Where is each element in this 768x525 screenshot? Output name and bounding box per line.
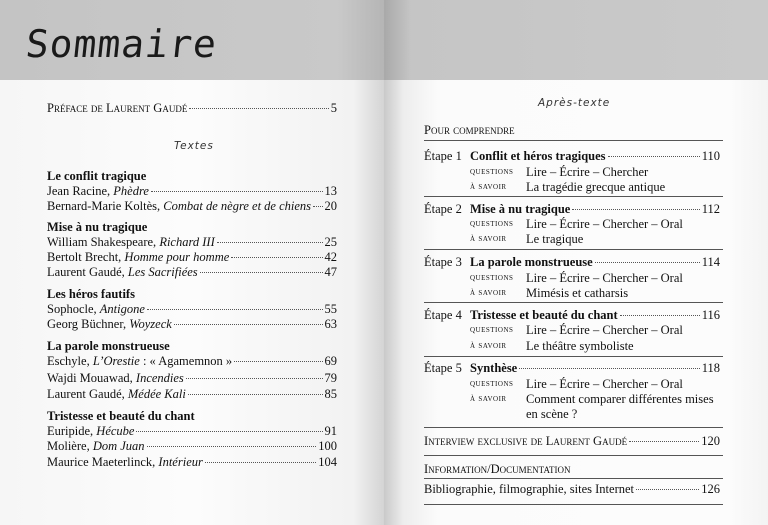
textes-heading: Textes (174, 140, 214, 152)
savoir-value: La tragédie grecque antique (526, 180, 666, 194)
etape-label: Étape 4 (424, 308, 462, 322)
questions-label: questions (470, 219, 514, 229)
etape-title-row: La parole monstrueuse 114 (470, 255, 720, 269)
divider (424, 249, 723, 250)
questions-value: Lire – Écrire – Chercher – Oral (526, 217, 683, 231)
section-heading: La parole monstrueuse (47, 339, 170, 353)
savoir-label: à savoir (470, 182, 507, 192)
questions-value: Lire – Écrire – Chercher – Oral (526, 377, 683, 391)
toc-entry: Molière, Dom Juan 100 (47, 439, 337, 453)
toc-entry: Bertolt Brecht, Homme pour homme 42 (47, 250, 337, 264)
savoir-label: à savoir (470, 234, 507, 244)
etape-title-row: Synthèse 118 (470, 361, 720, 375)
section-heading: Les héros fautifs (47, 287, 135, 301)
section-heading: Le conflit tragique (47, 169, 147, 183)
questions-label: questions (470, 325, 514, 335)
toc-entry: Laurent Gaudé, Médée Kali 85 (47, 387, 337, 401)
savoir-value: en scène ? (526, 407, 578, 421)
toc-entry: Eschyle, L’Orestie : « Agamemnon » 69 (47, 354, 337, 368)
toc-entry: Maurice Maeterlinck, Intérieur 104 (47, 455, 337, 469)
section-heading: Mise à nu tragique (47, 220, 148, 234)
divider (424, 455, 723, 456)
questions-label: questions (470, 273, 514, 283)
toc-entry: Euripide, Hécube 91 (47, 424, 337, 438)
toc-entry-biblio: Bibliographie, filmographie, sites Internet 126 (424, 482, 720, 496)
toc-entry: Jean Racine, Phèdre 13 (47, 184, 337, 198)
etape-title-row: Conflit et héros tragiques 110 (470, 149, 720, 163)
toc-entry-preface (47, 101, 337, 116)
apres-texte-heading: Après-texte (538, 97, 611, 109)
toc-entry: Georg Büchner, Woyzeck 63 (47, 317, 337, 331)
page-title: Sommaire (23, 22, 220, 66)
questions-value: Lire – Écrire – Chercher – Oral (526, 271, 683, 285)
savoir-value: Comment comparer différentes mises (526, 392, 714, 406)
title-band (384, 0, 768, 80)
questions-label: questions (470, 167, 514, 177)
section-heading: Tristesse et beauté du chant (47, 409, 195, 423)
toc-entry: Sophocle, Antigone 55 (47, 302, 337, 316)
divider (424, 478, 723, 479)
pour-comprendre-heading: Pour comprendre (424, 123, 515, 137)
information-heading: Information/Documentation (424, 462, 571, 476)
toc-page: 5 (330, 101, 337, 115)
etape-label: Étape 5 (424, 361, 462, 375)
etape-label: Étape 3 (424, 255, 462, 269)
divider (424, 302, 723, 303)
savoir-label: à savoir (470, 394, 507, 404)
etape-label: Étape 2 (424, 202, 462, 216)
divider (424, 356, 723, 357)
toc-entry-interview: Interview exclusive de Laurent Gaudé 120 (424, 434, 720, 448)
divider (424, 196, 723, 197)
toc-entry: Wajdi Mouawad, Incendies 79 (47, 371, 337, 385)
savoir-value: Mimésis et catharsis (526, 286, 629, 300)
savoir-value: Le tragique (526, 232, 584, 246)
divider (424, 427, 723, 428)
questions-value: Lire – Écrire – Chercher – Oral (526, 323, 683, 337)
divider (424, 140, 723, 141)
savoir-value: Le théâtre symboliste (526, 339, 634, 353)
savoir-label: à savoir (470, 288, 507, 298)
toc-entry: Bernard-Marie Koltès, Combat de nègre et de chiens 20 (47, 199, 337, 213)
questions-value: Lire – Écrire – Chercher (526, 165, 649, 179)
etape-title-row: Tristesse et beauté du chant 116 (470, 308, 720, 322)
toc-label: Préface de Laurent Gaudé (47, 101, 188, 115)
etape-label: Étape 1 (424, 149, 462, 163)
etape-title-row: Mise à nu tragique 112 (470, 202, 720, 216)
questions-label: questions (470, 379, 514, 389)
savoir-label: à savoir (470, 341, 507, 351)
toc-entry: William Shakespeare, Richard III 25 (47, 235, 337, 249)
divider (424, 504, 723, 505)
toc-entry: Laurent Gaudé, Les Sacrifiées 47 (47, 265, 337, 279)
